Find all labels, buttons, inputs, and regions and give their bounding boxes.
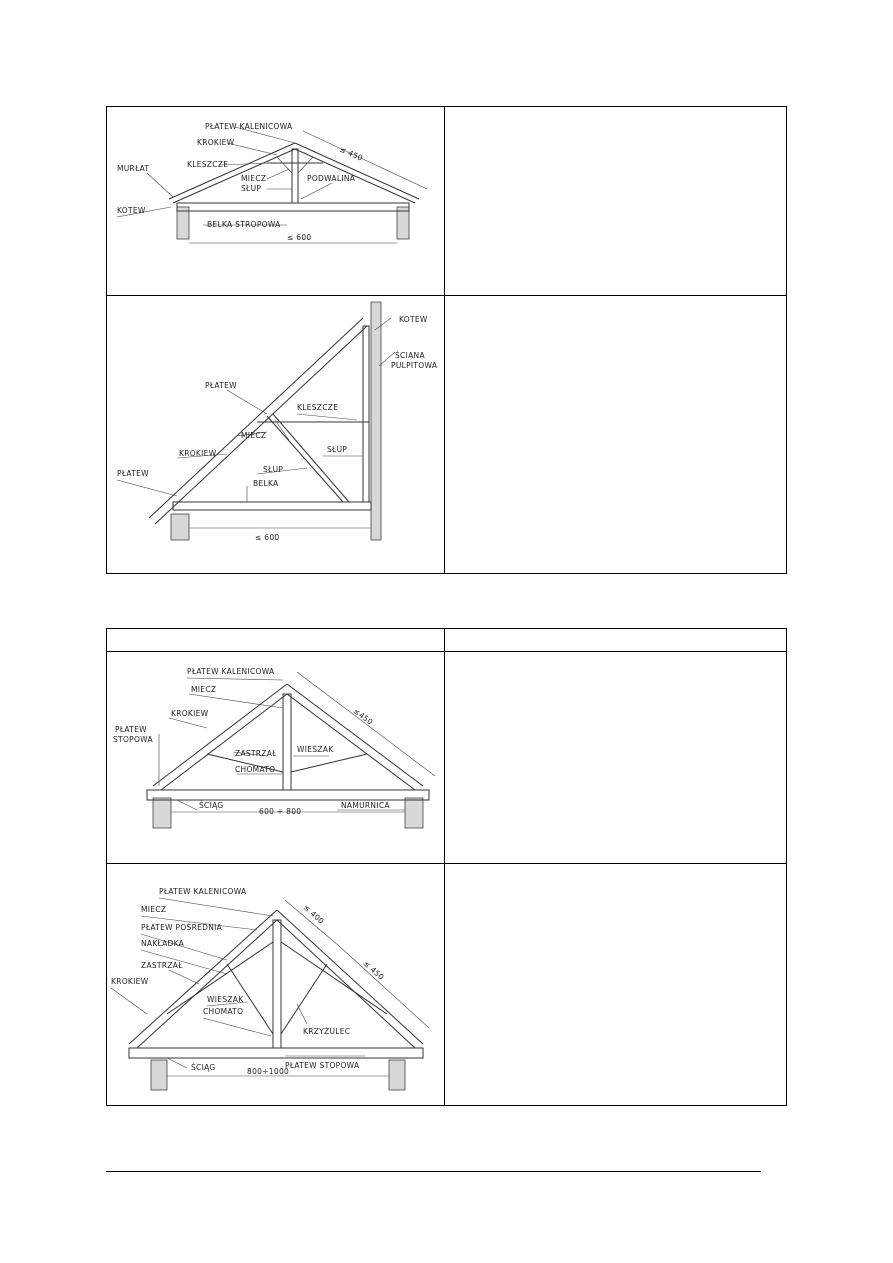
leader-10 [117, 480, 177, 496]
rafter-left [169, 143, 295, 199]
leader-4 [147, 173, 173, 197]
diagonal-right [281, 942, 387, 1014]
label-platew-top: PŁATEW [205, 381, 237, 390]
leader-8 [203, 1018, 271, 1036]
label-zastrzal: ZASTRZAŁ [141, 961, 183, 970]
leader-2 [227, 143, 277, 155]
label-dim-rafter: ≤450 [351, 706, 375, 727]
label-wieszak: WIESZAK [297, 745, 334, 754]
leader-1 [187, 678, 283, 680]
label-platew-kalenicowa: PŁATEW KALENICOWA [205, 122, 293, 131]
label-krokiew: KROKIEW [111, 977, 149, 986]
label-chomato: CHOMATO [235, 765, 276, 774]
figure-3-description-cell [445, 652, 786, 863]
leader-7 [177, 800, 197, 810]
leader-10 [167, 1058, 187, 1068]
leader-9 [297, 1004, 307, 1024]
label-belka: BELKA [253, 479, 279, 488]
rafter-bottom [155, 326, 367, 524]
label-dim-span: 800÷1000 [247, 1067, 290, 1076]
label-platew-left: PŁATEW [117, 469, 149, 478]
wall-right [405, 798, 423, 828]
label-stopowa: STOPOWA [113, 735, 153, 744]
post [292, 149, 298, 203]
label-chomato: CHOMATO [203, 1007, 244, 1016]
wall-right [389, 1060, 405, 1090]
leader-3 [227, 390, 267, 414]
tie-beam [129, 1048, 423, 1058]
label-platew-posrednia: PŁATEW POŚREDNIA [141, 923, 223, 932]
leader-5 [169, 970, 199, 984]
label-dim-upper: ≤ 400 [301, 902, 326, 926]
label-kotew: KOTEW [399, 315, 428, 324]
label-platew-kalenicowa: PŁATEW KALENICOWA [187, 667, 275, 676]
leader-5 [267, 169, 289, 179]
figure-4-cell [107, 864, 444, 1105]
leader-4 [297, 414, 357, 420]
post [363, 326, 369, 502]
footer-rule [106, 1171, 761, 1172]
figure-3-cell [107, 652, 444, 863]
label-krzyzulec: KRZYŻULEC [303, 1027, 351, 1036]
table-2 [106, 628, 787, 1106]
label-kotew: KOTEW [117, 206, 146, 215]
table-2-header-right [445, 629, 786, 651]
label-sciag: ŚCIĄG [199, 801, 224, 810]
label-zastrzal: ZASTRZAŁ [235, 749, 277, 758]
strut-2 [273, 414, 349, 502]
label-nakladka: NAKŁADKA [141, 939, 185, 948]
table-1 [106, 106, 787, 574]
label-murlat: MURŁAT [117, 164, 150, 173]
tie-beam [147, 790, 429, 800]
label-dim-span: 600 ÷ 800 [259, 807, 302, 816]
label-kleszcze: KLESZCZE [187, 160, 229, 169]
brace-right [298, 157, 313, 173]
king-post [273, 920, 281, 1048]
label-podwalina: PODWALINA [307, 174, 356, 183]
label-kleszcze: KLESZCZE [297, 403, 339, 412]
figure-1-description-cell [445, 107, 786, 295]
label-dim-rafter: ≤ 450 [338, 144, 365, 163]
figure-2-cell [107, 296, 444, 573]
strut-1 [267, 416, 343, 502]
brace-left [277, 157, 292, 173]
label-dim-lower: ≤ 450 [361, 958, 386, 982]
label-sciag: ŚCIĄG [191, 1063, 216, 1072]
label-dim-span: ≤ 600 [287, 233, 312, 242]
leader-2 [189, 694, 283, 708]
label-slup-mid: SŁUP [263, 465, 284, 474]
figure-2-drawing [107, 296, 444, 573]
dim-line-lower [339, 946, 429, 1028]
wall-left [171, 514, 189, 540]
leader-6 [111, 988, 147, 1014]
label-pulpitowa: PULPITOWA [391, 361, 438, 370]
leader-7 [301, 183, 332, 199]
rafter-right [277, 910, 423, 1044]
label-slup-right: SŁUP [327, 445, 348, 454]
wall-left [177, 207, 189, 239]
label-krokiew: KROKIEW [171, 709, 209, 718]
label-miecz: MIECZ [141, 905, 167, 914]
figure-1-drawing [107, 107, 444, 295]
rafter-left-2 [173, 149, 295, 203]
label-slup: SŁUP [241, 184, 262, 193]
wall-left [153, 798, 171, 828]
figure-4-description-cell [445, 864, 786, 1105]
king-post [283, 694, 291, 790]
leader-1 [159, 898, 273, 916]
leader-3 [169, 718, 207, 728]
floor-beam [173, 502, 371, 510]
label-miecz: MIECZ [241, 431, 267, 440]
label-platew-kalenicowa: PŁATEW KALENICOWA [159, 887, 247, 896]
label-krokiew: KROKIEW [179, 449, 217, 458]
label-krokiew: KROKIEW [197, 138, 235, 147]
figure-4-drawing [107, 864, 444, 1105]
strut-right [291, 754, 367, 772]
figure-3-drawing [107, 652, 444, 863]
label-platew-stopowa: PŁATEW STOPOWA [285, 1061, 360, 1070]
label-dim-span: ≤ 600 [255, 533, 280, 542]
figure-2-description-cell [445, 296, 786, 573]
label-miecz: MIECZ [191, 685, 217, 694]
label-namurnica: NAMURNICA [341, 801, 390, 810]
ceiling-beam [177, 203, 409, 211]
label-belka-stropowa: BELKA STROPOWA [207, 220, 281, 229]
wall-right [371, 302, 381, 540]
label-wieszak: WIESZAK [207, 995, 244, 1004]
table-2-header-left [107, 629, 444, 651]
rafter-right [287, 684, 423, 786]
label-sciana: ŚCIANA [395, 351, 425, 360]
figure-1-cell [107, 107, 444, 295]
wall-right [397, 207, 409, 239]
rafter-right-2 [287, 694, 415, 790]
wall-left [151, 1060, 167, 1090]
label-miecz: MIECZ [241, 174, 267, 183]
label-platew: PŁATEW [115, 725, 147, 734]
strut-right [281, 964, 327, 1034]
